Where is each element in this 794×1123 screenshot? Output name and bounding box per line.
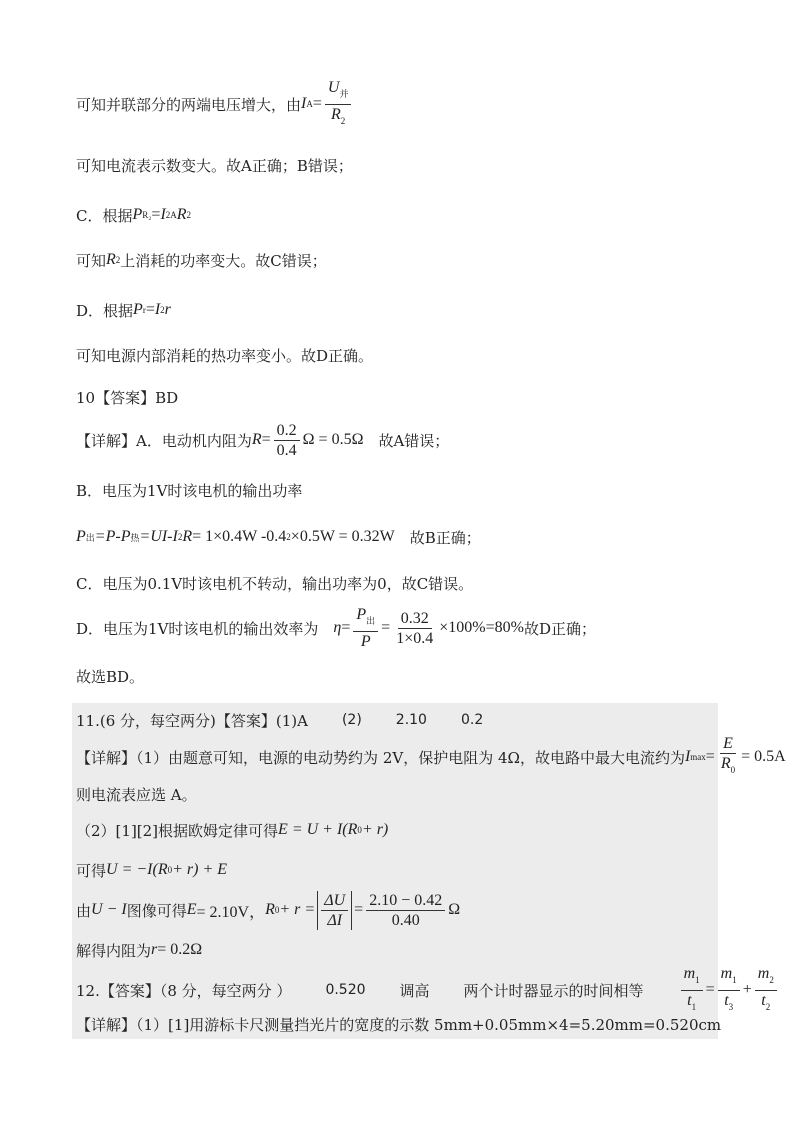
math-number: 1×0.4: [396, 629, 434, 647]
math-expression: E: [186, 901, 197, 918]
numerator: [681, 964, 703, 991]
text-line: [76, 1001, 722, 1044]
math-expression: m: [720, 964, 733, 982]
text-line: [76, 810, 388, 850]
answer-blank-value: (2): [341, 712, 362, 728]
denominator: [358, 632, 374, 651]
text-line: [76, 774, 197, 814]
text-line: [76, 656, 144, 696]
answer-blank-value: 两个计时器显示的时间相等: [463, 981, 644, 1000]
subscript: 0: [730, 765, 736, 775]
math-expression: I: [154, 301, 161, 318]
math-expression: R: [331, 105, 341, 123]
text-line: [76, 335, 373, 375]
math-number: 0.32: [400, 609, 429, 627]
text-run: 10【答案】BD: [76, 388, 179, 407]
math-expression: r: [151, 941, 158, 958]
superscript: 2: [177, 532, 183, 542]
text-line: [76, 700, 483, 740]
math-expression: t: [687, 991, 692, 1009]
text-line: [76, 145, 353, 185]
math-expression: R: [106, 251, 116, 268]
subscript: 2: [186, 210, 192, 220]
text-line: [76, 850, 227, 890]
superscript: 2: [286, 532, 291, 542]
text-line: [76, 517, 481, 557]
text-line: [76, 470, 302, 510]
math-number: =: [381, 619, 391, 636]
math-fraction: [718, 734, 738, 780]
math-fraction: [274, 421, 300, 460]
subscript: 1: [695, 974, 700, 985]
text-run: 故A错误；: [363, 431, 450, 450]
math-expression: t: [724, 991, 729, 1009]
math-expression: R: [720, 755, 731, 772]
subscript: A: [170, 210, 177, 220]
text-run: 可知并联部分的两端电压增大，由: [76, 95, 302, 114]
text-line: [76, 930, 202, 970]
math-fraction: [325, 78, 352, 131]
math-expression: t: [761, 991, 766, 1009]
math-expression: P: [132, 206, 143, 223]
math-expression: r: [164, 301, 171, 318]
text-run: 【详解】（1）[1]用游标卡尺测量挡光片的宽度的示数 5mm+0.05mm×4=5.20mm=0.520cm: [76, 1015, 722, 1034]
subscript: 2: [769, 974, 774, 985]
text-run: （2）[1][2]根据欧姆定律可得: [76, 821, 279, 840]
subscript: 出: [85, 532, 95, 543]
math-fraction: [321, 891, 348, 930]
text-line: [76, 563, 473, 603]
math-expression: =P-P: [94, 528, 131, 545]
math-expression: I: [160, 206, 166, 223]
subscript: 0: [357, 825, 362, 835]
math-expression: I: [301, 95, 307, 112]
subscript: A: [306, 99, 313, 109]
math-number: =: [261, 431, 271, 448]
text-run: C．根据: [76, 206, 133, 225]
denominator: [718, 754, 738, 780]
text-run: 故D正确；: [523, 619, 596, 638]
math-number: = 1×0.4W -0.4: [192, 528, 287, 545]
math-expression: R: [176, 206, 187, 223]
math-expression: R: [251, 431, 262, 448]
answer-blank-value: 0.520: [325, 982, 366, 998]
subscript: 3: [728, 1001, 734, 1012]
math-expression: P: [133, 301, 143, 318]
math-fraction: [353, 605, 378, 651]
text-run: 故选BD。: [76, 667, 145, 686]
math-number: =: [145, 301, 155, 318]
math-expression: m: [683, 964, 696, 982]
math-number: =: [312, 95, 322, 112]
answer-blank-value: 0.2: [460, 712, 484, 728]
absolute-value: [317, 891, 352, 930]
math-expression: + r =: [279, 901, 316, 918]
denominator: [324, 911, 345, 930]
math-fraction: [393, 609, 436, 648]
text-line: [76, 608, 596, 648]
text-run: 12.【答案】（8 分，每空两分 ）: [76, 981, 292, 1000]
numerator: [720, 734, 736, 754]
numerator: [325, 78, 352, 105]
text-run: 11.(6 分，每空两分)【答案】(1)A: [76, 711, 308, 730]
denominator: [389, 911, 423, 930]
math-number: = 0.5A: [741, 748, 786, 765]
numerator: [353, 605, 378, 632]
numerator: [398, 609, 432, 629]
subscript: r: [142, 305, 146, 315]
math-expression: R: [265, 901, 275, 918]
math-expression: E: [723, 735, 733, 752]
math-number: Ω: [448, 901, 461, 918]
text-run: 【详解】A．电动机内阻为: [76, 431, 252, 450]
subscript: 1: [691, 1001, 697, 1012]
subscript: 出: [366, 616, 376, 626]
math-expression: E = U + I(R: [278, 821, 358, 838]
math-expression: η: [333, 619, 342, 636]
text-run: D．根据: [76, 301, 134, 320]
math-expression: =UI-I: [139, 528, 178, 545]
text-run: 故B正确；: [394, 528, 481, 547]
subscript: max: [690, 752, 706, 762]
math-number: +: [742, 981, 752, 998]
text-run: D．电压为1V时该电机的输出效率为: [76, 619, 334, 638]
subscript: 0: [167, 865, 173, 875]
superscript: 2: [165, 210, 171, 220]
subscript: 1: [732, 974, 737, 985]
math-expression: I: [684, 748, 691, 765]
math-number: = 2.10V，: [196, 903, 266, 921]
math-number: ×100%=80%: [439, 619, 524, 636]
numerator: [274, 421, 300, 441]
text-run: B．电压为1V时该电机的输出功率: [76, 481, 303, 500]
text-run: 解得内阻为: [76, 941, 152, 960]
numerator: [366, 891, 445, 911]
math-fraction: [366, 891, 445, 930]
denominator: [274, 441, 300, 460]
math-number: 0.40: [391, 911, 420, 929]
text-run: 可知电源内部消耗的热功率变小。故D正确。: [76, 346, 374, 365]
subscript: 并: [339, 88, 349, 99]
math-expression: ΔU: [324, 891, 346, 909]
math-expression: U − I: [91, 901, 127, 918]
subscript: 0: [274, 905, 280, 915]
math-number: 2.10 − 0.42: [369, 891, 443, 909]
answer-blank-value: 2.10: [395, 712, 427, 728]
math-expression: R: [182, 528, 193, 545]
math-expression: U: [327, 78, 340, 96]
text-line: [76, 78, 354, 126]
text-run: 可知: [76, 251, 107, 270]
math-number: =: [705, 748, 715, 765]
text-line: [76, 240, 327, 280]
math-number: 0.2: [276, 421, 297, 439]
text-run: C．电压为0.1V时该电机不转动，输出功率为0，故C错误。: [76, 574, 474, 593]
math-expression: + r) + E: [172, 861, 228, 878]
math-number: =: [705, 981, 715, 998]
text-run: 则电流表应选 A。: [76, 785, 197, 804]
subscript: 2: [115, 255, 121, 265]
text-run: 由: [76, 901, 92, 920]
math-number: ×0.5W = 0.32W: [290, 528, 395, 545]
text-run: 【详解】（1）由题意可知，电源的电动势约为 2V，保护电阻为 4Ω，故电路中最大电流约为: [76, 748, 685, 767]
denominator: [721, 991, 736, 1017]
subscript: 2: [765, 1001, 771, 1012]
denominator: [393, 629, 436, 648]
text-run: 上消耗的功率变大。故C错误；: [120, 251, 327, 270]
superscript: 2: [160, 305, 165, 315]
math-expression: U = −I(R: [106, 861, 168, 878]
numerator: [321, 891, 348, 911]
text-line: [76, 290, 171, 330]
math-fraction: [755, 964, 777, 1017]
subscript: 热: [130, 532, 140, 543]
math-expression: P: [76, 528, 86, 545]
text-run: 图像可得: [126, 901, 187, 920]
math-expression: + r): [361, 821, 389, 838]
numerator: [718, 964, 740, 991]
math-expression: ΔI: [327, 911, 343, 929]
math-number: = 0.2Ω: [157, 941, 203, 958]
math-number: Ω = 0.5Ω: [302, 431, 364, 448]
subscript: R₂: [142, 210, 152, 220]
math-number: =: [151, 206, 161, 223]
denominator: [758, 991, 773, 1017]
math-expression: P: [360, 633, 371, 650]
denominator: [328, 105, 348, 131]
text-run: 可知电流表示数变大。故A正确；B错误；: [76, 156, 353, 175]
text-line: [76, 737, 786, 777]
math-number: =: [354, 901, 364, 918]
math-number: =: [341, 619, 351, 636]
text-line: [76, 890, 460, 930]
text-line: [76, 195, 191, 235]
math-number: 0.4: [276, 441, 297, 459]
math-expression: P: [356, 606, 367, 623]
math-expression: m: [757, 964, 770, 982]
subscript: 2: [340, 115, 346, 126]
text-line: [76, 377, 178, 417]
text-line: [76, 420, 449, 460]
numerator: [755, 964, 777, 991]
answer-blank-value: 调高: [399, 981, 430, 1000]
text-run: 可得: [76, 861, 107, 880]
